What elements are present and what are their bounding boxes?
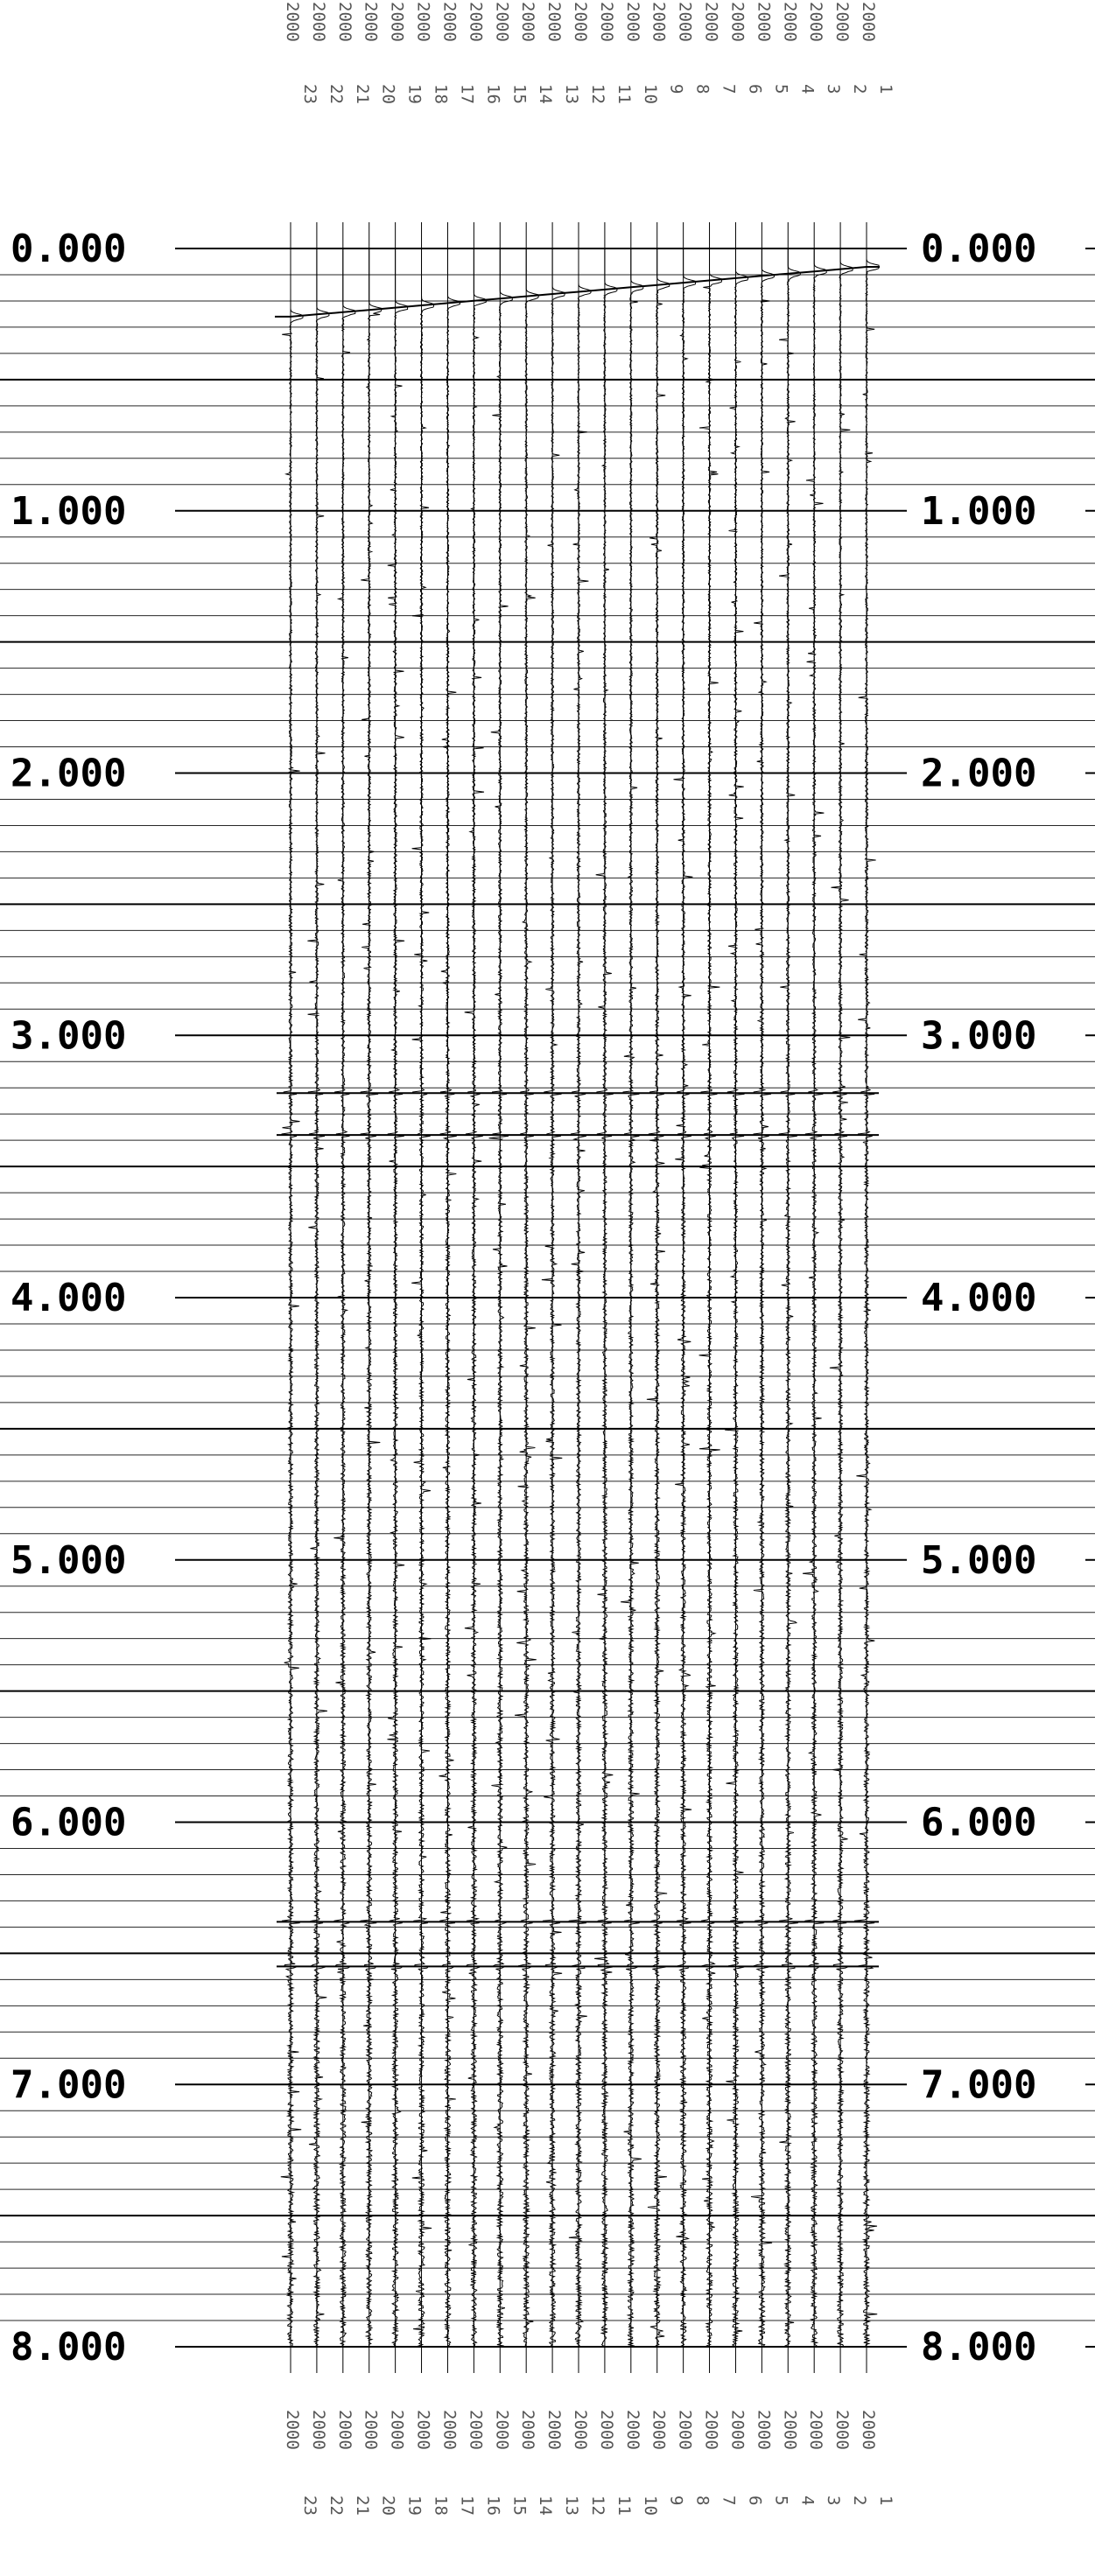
trace-header-top: 2000 [518,2,538,42]
trace-header-top-sub: 6 [745,84,765,94]
time-tick-label-right: 0.000 [921,227,1037,271]
time-tick-label-right: 1.000 [921,488,1037,534]
trace-header-top-sub: 5 [771,84,791,94]
time-tick-label-right: 8.000 [921,2325,1037,2370]
trace-header-top: 2000 [544,2,565,42]
trace-header-bottom: 2000 [649,2410,669,2450]
trace-header-top: 2000 [727,2,748,42]
trace-header-bottom-sub: 20 [378,2496,398,2516]
trace-header-bottom: 2000 [596,2410,616,2450]
time-tick-label-left: 5.000 [11,1537,127,1583]
trace-header-top-sub: 17 [457,84,477,104]
time-tick-label-left: 2.000 [11,751,127,796]
trace-header-bottom-sub: 12 [588,2496,607,2516]
trace-header-bottom: 2000 [413,2410,433,2450]
trace-header-bottom-sub: 4 [797,2496,818,2506]
trace-header-top: 2000 [413,2,433,42]
trace-header-bottom-sub: 15 [509,2496,530,2516]
trace-header-top-sub: 10 [640,84,660,104]
trace-header-top-sub: 13 [562,84,582,104]
trace-header-top-sub: 4 [797,84,818,94]
trace-header-bottom-sub: 22 [326,2496,346,2516]
trace-header-top: 2000 [596,2,616,42]
trace-header-top-sub: 15 [509,84,530,104]
trace-header-top: 2000 [571,2,590,42]
time-tick-label-left: 7.000 [11,2062,127,2108]
time-tick-label-left: 3.000 [11,1013,127,1059]
trace-header-bottom-sub: 11 [614,2496,634,2516]
trace-header-top-sub: 2 [850,84,870,94]
trace-header-top-sub: 16 [483,84,503,104]
trace-header-top: 2000 [439,2,460,42]
trace-header-bottom-sub: 19 [404,2496,425,2516]
trace-header-top: 2000 [334,2,354,42]
time-tick-label-right: 4.000 [921,1276,1037,1320]
trace-header-bottom: 2000 [387,2410,407,2450]
trace-header-top: 2000 [859,2,878,42]
trace-header-bottom-sub: 6 [745,2496,765,2506]
trace-header-bottom: 2000 [439,2410,460,2450]
trace-header-bottom-sub: 3 [824,2496,844,2506]
time-tick-label-left: 8.000 [11,2325,127,2370]
trace-header-top: 2000 [832,2,853,42]
trace-header-top: 2000 [622,2,642,42]
trace-header-bottom: 2000 [701,2410,721,2450]
time-tick-label-right: 3.000 [921,1013,1037,1059]
trace-header-bottom-sub: 2 [850,2496,870,2506]
trace-header-bottom: 2000 [727,2410,748,2450]
trace-header-bottom: 2000 [571,2410,590,2450]
trace-header-top: 2000 [387,2,407,42]
trace-header-bottom-sub: 16 [483,2496,503,2516]
trace-header-top-sub: 21 [352,84,372,104]
trace-header-bottom: 2000 [832,2410,853,2450]
trace-header-top: 2000 [492,2,512,42]
trace-header-top-sub: 9 [666,84,686,94]
trace-header-bottom: 2000 [675,2410,695,2450]
trace-header-top-sub: 14 [536,84,556,104]
trace-header-top-sub: 22 [326,84,346,104]
time-tick-label-left: 1.000 [11,488,127,534]
time-tick-label-left: 6.000 [11,1800,127,1845]
trace-header-top-sub: 18 [431,84,451,104]
trace-header-top: 2000 [780,2,800,42]
trace-header-bottom-sub: 13 [562,2496,582,2516]
time-tick-label-right: 5.000 [921,1537,1037,1583]
trace-header-top: 2000 [466,2,486,42]
trace-header-bottom: 2000 [283,2410,302,2450]
trace-header-top-sub: 8 [692,84,712,94]
trace-header-top: 2000 [754,2,774,42]
trace-header-bottom-sub: 9 [666,2496,686,2506]
time-tick-label-right: 7.000 [921,2062,1037,2108]
trace-header-bottom: 2000 [622,2410,642,2450]
trace-header-bottom-sub: 18 [431,2496,451,2516]
trace-header-bottom: 2000 [544,2410,565,2450]
trace-header-bottom: 2000 [308,2410,328,2450]
trace-header-top: 2000 [649,2,669,42]
trace-header-bottom: 2000 [334,2410,354,2450]
trace-header-bottom: 2000 [361,2410,381,2450]
trace-header-bottom-sub: 23 [300,2496,319,2516]
trace-header-top-sub: 12 [588,84,607,104]
trace-header-bottom: 2000 [780,2410,800,2450]
trace-header-top: 2000 [308,2,328,42]
trace-header-bottom: 2000 [859,2410,878,2450]
trace-header-top: 2000 [283,2,302,42]
trace-header-top: 2000 [675,2,695,42]
trace-header-bottom-sub: 8 [692,2496,712,2506]
trace-header-top-sub: 11 [614,84,634,104]
trace-header-top-sub: 1 [876,84,895,94]
trace-header-bottom-sub: 10 [640,2496,660,2516]
trace-header-top: 2000 [361,2,381,42]
time-tick-label-right: 6.000 [921,1800,1037,1845]
trace-header-bottom: 2000 [466,2410,486,2450]
trace-header-top: 2000 [701,2,721,42]
trace-header-bottom-sub: 1 [876,2496,895,2506]
trace-header-bottom-sub: 17 [457,2496,477,2516]
trace-header-top: 2000 [806,2,826,42]
trace-header-bottom: 2000 [806,2410,826,2450]
trace-header-bottom: 2000 [754,2410,774,2450]
trace-header-bottom-sub: 5 [771,2496,791,2506]
trace-header-top-sub: 19 [404,84,425,104]
time-tick-label-left: 4.000 [11,1276,127,1320]
time-tick-label-left: 0.000 [11,227,127,271]
trace-header-bottom: 2000 [518,2410,538,2450]
trace-header-top-sub: 23 [300,84,319,104]
trace-header-bottom: 2000 [492,2410,512,2450]
trace-header-top-sub: 7 [719,84,739,94]
trace-header-top-sub: 20 [378,84,398,104]
trace-header-bottom-sub: 21 [352,2496,372,2516]
trace-header-bottom-sub: 7 [719,2496,739,2506]
time-tick-label-right: 2.000 [921,751,1037,796]
trace-header-bottom-sub: 14 [536,2496,556,2516]
trace-header-top-sub: 3 [824,84,844,94]
